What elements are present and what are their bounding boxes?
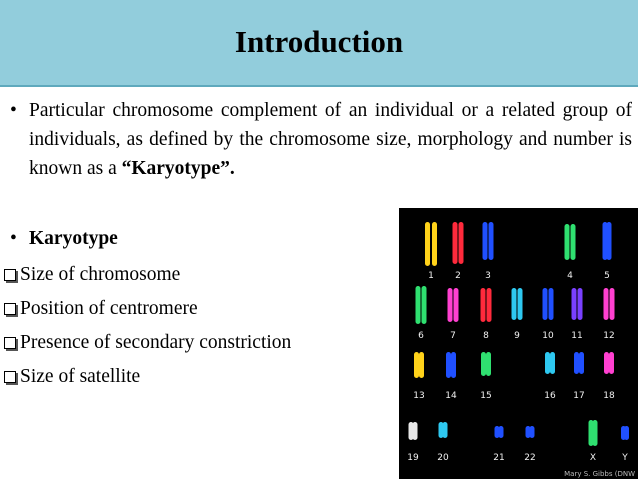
chromosome-14 bbox=[446, 352, 456, 378]
chromatid bbox=[487, 288, 492, 322]
chromosome-number-label: 13 bbox=[413, 391, 425, 401]
chromatid bbox=[443, 422, 448, 438]
chromosome-number-label: 6 bbox=[418, 331, 424, 341]
chromosome-number-label: 16 bbox=[544, 391, 556, 401]
chromatid bbox=[607, 222, 612, 260]
chromatid bbox=[579, 352, 584, 374]
chromatid bbox=[416, 286, 421, 324]
chromosome-number-label: 11 bbox=[571, 331, 583, 341]
chromosome-21 bbox=[495, 426, 504, 438]
list-item-label: Size of satellite bbox=[20, 366, 141, 387]
chromosome-6 bbox=[416, 286, 427, 324]
chromatid bbox=[571, 224, 576, 260]
chromosome-16 bbox=[545, 352, 555, 374]
chromosome-x bbox=[589, 420, 598, 446]
chromatid bbox=[565, 224, 570, 260]
chromatid bbox=[459, 222, 464, 264]
checkbox-bullet-icon bbox=[4, 303, 16, 315]
chromatid bbox=[578, 288, 583, 320]
chromatid bbox=[530, 426, 535, 438]
chromosome-number-label: Y bbox=[622, 453, 628, 463]
karyogram-illustration bbox=[399, 208, 638, 479]
chromosome-10 bbox=[543, 288, 554, 320]
chromosome-number-label: 15 bbox=[480, 391, 492, 401]
chromosome-7 bbox=[448, 288, 459, 322]
chromatid bbox=[512, 288, 517, 320]
chromosome-number-label: 7 bbox=[450, 331, 456, 341]
chromatid bbox=[543, 288, 548, 320]
chromatid bbox=[453, 222, 458, 264]
chromosome-19 bbox=[409, 422, 418, 440]
definition-text: Particular chromosome complement of an individual or a related group of individuals, as defined by the chromosome size, morphology and number is known as a bbox=[29, 100, 632, 179]
slide-title: Introduction bbox=[234, 24, 404, 59]
chromosome-11 bbox=[572, 288, 583, 320]
checkbox-bullet-icon bbox=[4, 269, 16, 281]
chromosome-17 bbox=[574, 352, 584, 374]
chromosome-number-label: 12 bbox=[603, 331, 615, 341]
chromatid bbox=[483, 222, 488, 260]
list-item bbox=[4, 360, 291, 394]
chromatid bbox=[486, 352, 491, 376]
chromatid bbox=[572, 288, 577, 320]
chromatid bbox=[593, 420, 598, 446]
chromatid bbox=[448, 288, 453, 322]
chromatid bbox=[609, 352, 614, 374]
list-item bbox=[4, 326, 291, 360]
chromosome-number-label: 22 bbox=[524, 453, 536, 463]
chromosome-number-label: 3 bbox=[485, 271, 491, 281]
chromosome-number-label: 5 bbox=[604, 271, 610, 281]
chromosome-number-label: 21 bbox=[493, 453, 505, 463]
checkbox-bullet-icon bbox=[4, 337, 16, 349]
chromatid bbox=[489, 222, 494, 260]
chromosome-number-label: 19 bbox=[407, 453, 419, 463]
chromatid bbox=[550, 352, 555, 374]
karyotype-term: “Karyotype”. bbox=[121, 158, 235, 179]
chromosome-number-label: 9 bbox=[514, 331, 520, 341]
chromosome-y bbox=[621, 426, 629, 440]
chromosome-13 bbox=[414, 352, 424, 378]
chromosome-8 bbox=[481, 288, 492, 322]
chromatid bbox=[419, 352, 424, 378]
image-credit: Mary S. Gibbs (DNW bbox=[564, 470, 635, 478]
bullet-icon: • bbox=[10, 100, 17, 121]
chromatid bbox=[481, 352, 486, 376]
chromatid bbox=[422, 286, 427, 324]
chromatid bbox=[624, 426, 629, 440]
karyotype-heading: Karyotype bbox=[29, 228, 118, 249]
bullet-icon: • bbox=[10, 228, 17, 249]
chromatid bbox=[451, 352, 456, 378]
chromosome-number-label: 17 bbox=[573, 391, 585, 401]
chromatid bbox=[549, 288, 554, 320]
list-item bbox=[4, 258, 291, 292]
chromatid bbox=[545, 352, 550, 374]
chromosome-number-label: 18 bbox=[603, 391, 615, 401]
chromosome-number-label: 10 bbox=[542, 331, 554, 341]
chromatid bbox=[604, 352, 609, 374]
chromosome-18 bbox=[604, 352, 614, 374]
chromatid bbox=[425, 222, 430, 266]
chromatid bbox=[610, 288, 615, 320]
chromatid bbox=[432, 222, 437, 266]
karyotype-feature-list bbox=[4, 258, 291, 394]
chromosome-22 bbox=[526, 426, 535, 438]
chromosome-number-label: 2 bbox=[455, 271, 461, 281]
chromosome-number-label: 1 bbox=[428, 271, 434, 281]
chromosome-12 bbox=[604, 288, 615, 320]
definition-paragraph bbox=[10, 96, 632, 183]
chromosome-1 bbox=[425, 222, 437, 266]
chromatid bbox=[446, 352, 451, 378]
chromosome-number-label: 8 bbox=[483, 331, 489, 341]
list-item bbox=[4, 292, 291, 326]
chromatid bbox=[413, 422, 418, 440]
karyotype-image bbox=[399, 208, 638, 479]
list-item-label: Presence of secondary constriction bbox=[20, 332, 292, 353]
chromatid bbox=[481, 288, 486, 322]
chromosome-number-label: 4 bbox=[567, 271, 573, 281]
title-bar bbox=[0, 0, 638, 87]
chromosome-3 bbox=[483, 222, 494, 260]
chromatid bbox=[499, 426, 504, 438]
chromosome-9 bbox=[512, 288, 523, 320]
list-item-label: Size of chromosome bbox=[20, 264, 181, 285]
list-item-label: Position of centromere bbox=[20, 298, 198, 319]
chromosome-2 bbox=[453, 222, 464, 264]
chromosome-5 bbox=[603, 222, 612, 260]
chromosome-number-label: X bbox=[589, 453, 597, 463]
chromosome-4 bbox=[565, 224, 576, 260]
checkbox-bullet-icon bbox=[4, 371, 16, 383]
chromatid bbox=[414, 352, 419, 378]
chromatid bbox=[574, 352, 579, 374]
chromosome-20 bbox=[439, 422, 448, 438]
chromatid bbox=[518, 288, 523, 320]
chromosome-number-label: 14 bbox=[445, 391, 457, 401]
chromosome-number-label: 20 bbox=[437, 453, 449, 463]
chromatid bbox=[454, 288, 459, 322]
chromatid bbox=[604, 288, 609, 320]
chromosome-15 bbox=[481, 352, 491, 376]
